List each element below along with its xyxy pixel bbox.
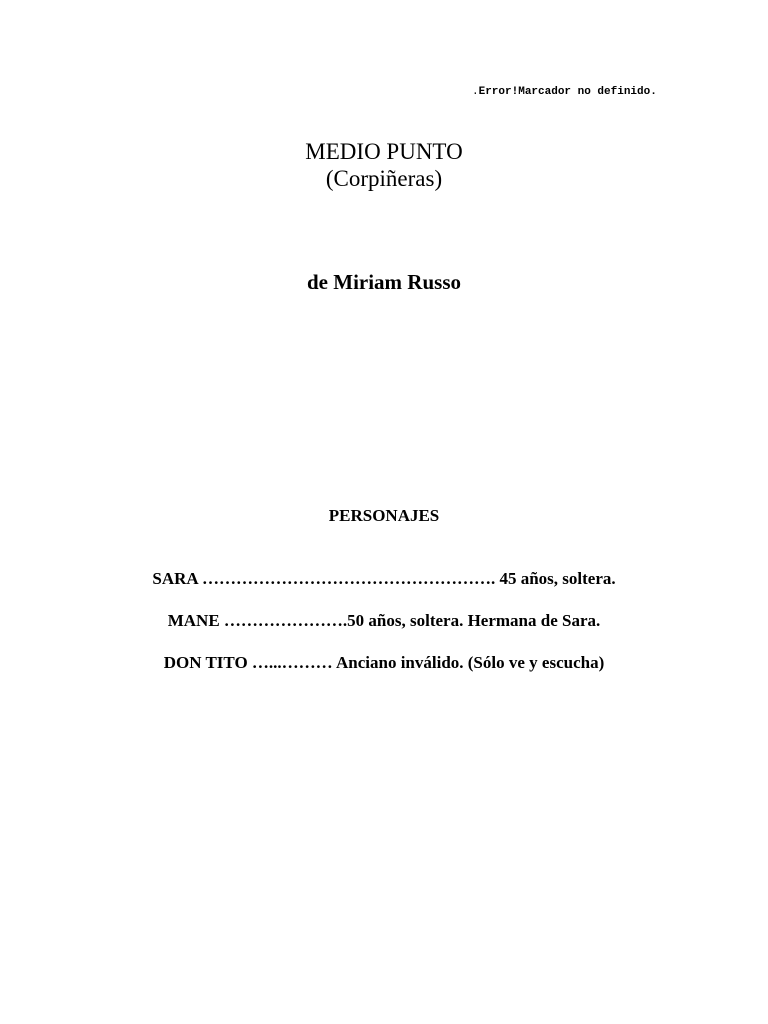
cast-heading: PERSONAJES: [328, 506, 440, 525]
cast-list: [0, 567, 768, 693]
cast-line-mane: MANE ………………….50 años, soltera. Hermana de Sara.: [167, 611, 601, 630]
play-title: MEDIO PUNTO: [305, 139, 463, 164]
cast-line-sara: SARA ……………………………………………. 45 años, soltera.: [152, 569, 616, 588]
marker-dot: .: [472, 86, 479, 98]
title-block: [0, 138, 768, 192]
author-line: de Miriam Russo: [307, 270, 461, 294]
cast-line-don-tito: DON TITO …...……… Anciano inválido. (Sólo ve y escucha): [163, 653, 605, 672]
error-bookmark-field: [472, 86, 657, 98]
error-text: Error!Marcador no definido.: [478, 86, 657, 98]
play-subtitle: (Corpiñeras): [325, 166, 443, 191]
